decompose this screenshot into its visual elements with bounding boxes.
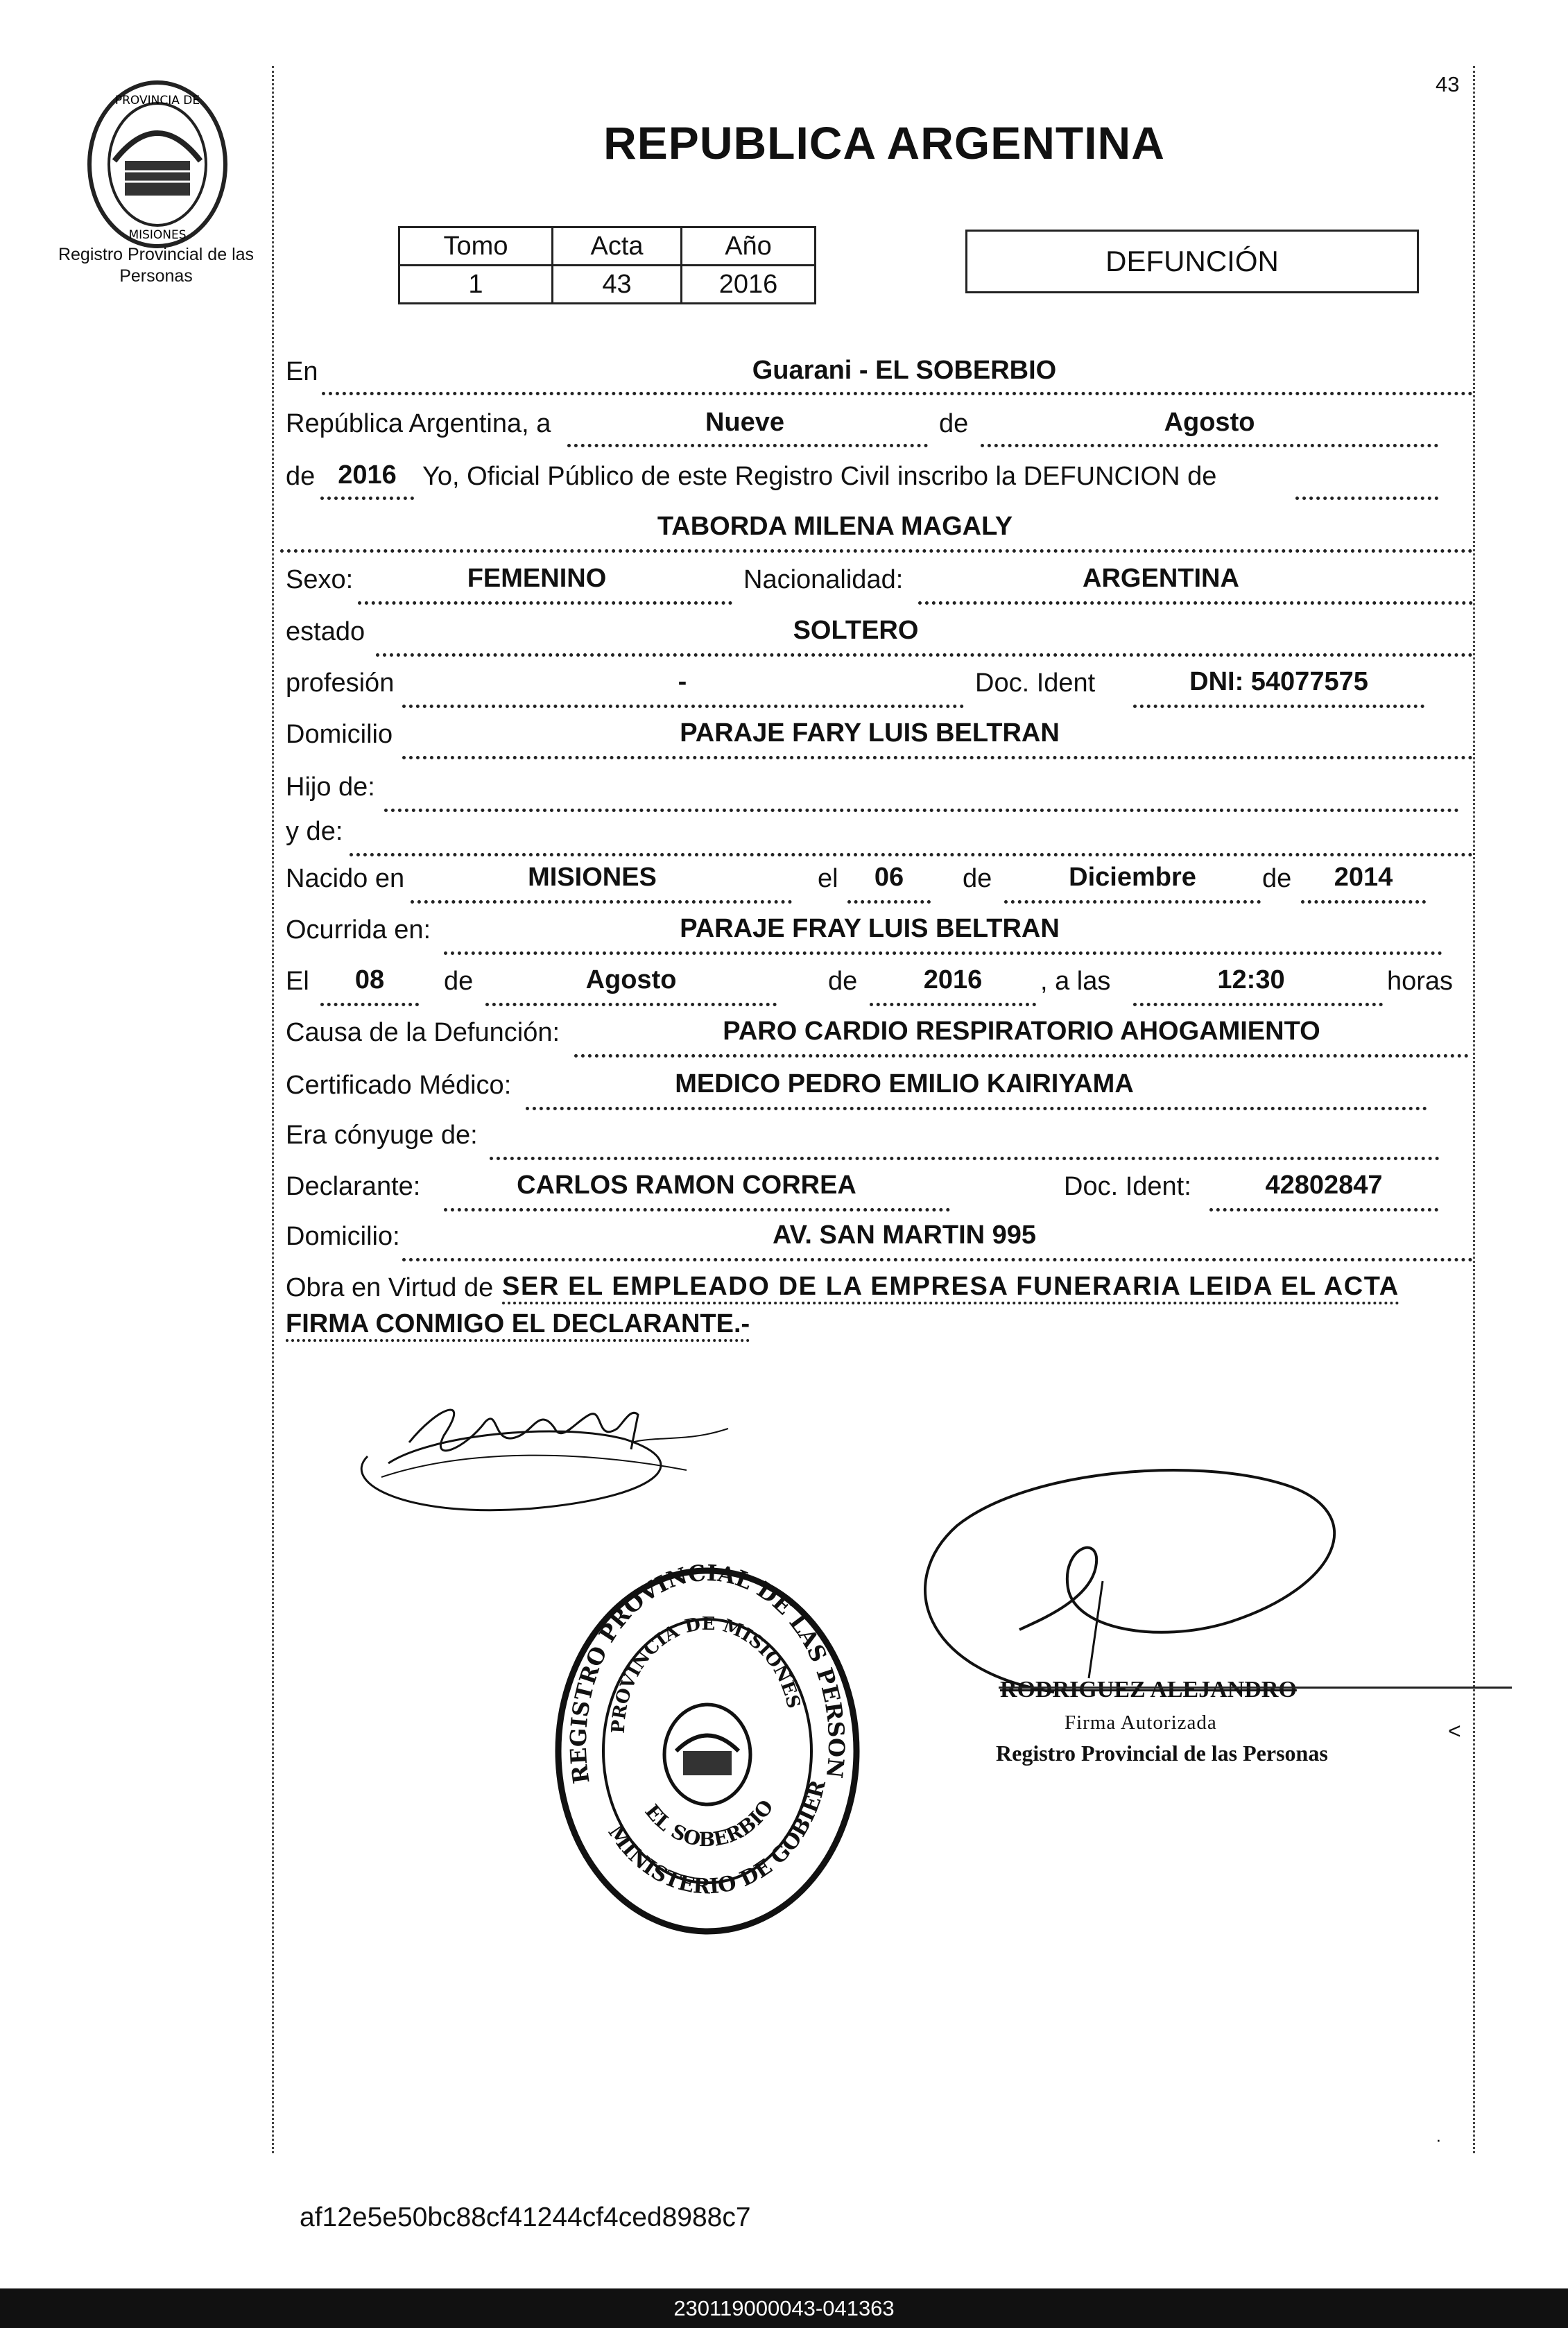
label-de-3: de [963, 864, 992, 893]
label-nacido-en: Nacido en [286, 864, 405, 893]
value-nac-dia: 06 [874, 863, 904, 892]
label-doc-ident-2: Doc. Ident: [1064, 1172, 1191, 1201]
label-nacionalidad: Nacionalidad: [743, 565, 904, 594]
anio-header: Año [682, 227, 816, 266]
margin-dot: · [1436, 2129, 1442, 2150]
line-declarante [280, 1165, 1473, 1216]
value-profesion: - [678, 667, 687, 696]
line-obra-2 [280, 1304, 1473, 1355]
value-nac-mes: Diciembre [1069, 863, 1196, 892]
line-nombre [280, 506, 1473, 558]
label-en: En [286, 357, 318, 386]
label-domicilio: Domicilio [286, 720, 393, 749]
value-mes: Agosto [1164, 408, 1255, 437]
label-inscribo: Yo, Oficial Público de este Registro Civil inscribo la DEFUNCION de [422, 462, 1217, 491]
line-causa [280, 1011, 1473, 1062]
svg-text:MINISTERIO DE GOBIERNO: MINISTERIO DE GOBIER [603, 1777, 832, 1899]
svg-text:PROVINCIA DE: PROVINCIA DE [114, 94, 200, 107]
label-de-5: de [444, 967, 474, 996]
label-doc-ident: Doc. Ident [975, 669, 1096, 698]
line-fecha [280, 402, 1473, 454]
margin-mark: < [1448, 1718, 1461, 1743]
line-estado [280, 610, 1473, 662]
label-a-las: , a las [1040, 967, 1111, 996]
value-def-dia: 08 [354, 965, 385, 994]
label-hijo-de: Hijo de: [286, 773, 375, 802]
official-name: RODRIGUEZ ALEJANDRO [1000, 1677, 1297, 1702]
value-declarante-domicilio: AV. SAN MARTIN 995 [772, 1221, 1037, 1250]
line-y-de [280, 810, 1473, 861]
label-causa: Causa de la Defunción: [286, 1018, 560, 1047]
registry-caption: Registro Provincial de las Personas [58, 245, 255, 286]
label-obra: Obra en Virtud de [286, 1273, 494, 1302]
line-lugar [280, 350, 1473, 402]
line-ocurrida [280, 908, 1473, 960]
value-causa: PARO CARDIO RESPIRATORIO AHOGAMIENTO [723, 1017, 1320, 1046]
label-conyuge: Era cónyuge de: [286, 1121, 478, 1150]
value-obra-2: FIRMA CONMIGO EL DECLARANTE.- [286, 1309, 750, 1342]
value-nombre: TABORDA MILENA MAGALY [657, 512, 1013, 541]
label-domicilio-2: Domicilio: [286, 1222, 400, 1251]
label-certificado: Certificado Médico: [286, 1071, 512, 1100]
line-certificado [280, 1064, 1473, 1115]
label-el-upper: El [286, 967, 309, 996]
label-profesion: profesión [286, 669, 395, 698]
line-hijo-de [280, 766, 1473, 817]
value-nac-anio: 2014 [1334, 863, 1393, 892]
line-domicilio-declarante [280, 1215, 1473, 1266]
line-inscribo [280, 455, 1473, 506]
line-fecha-defuncion [280, 960, 1473, 1011]
label-declarante: Declarante: [286, 1172, 421, 1201]
value-nacionalidad: ARGENTINA [1083, 564, 1239, 593]
line-sexo [280, 558, 1473, 610]
tomo-value: 1 [399, 266, 553, 304]
label-de-4: de [1262, 864, 1292, 893]
svg-text:PROVINCIA DE MISIONES: PROVINCIA DE MISIONES [608, 1613, 804, 1734]
acta-header: Acta [553, 227, 682, 266]
official-underline [999, 1687, 1512, 1689]
value-obra-1: SER EL EMPLEADO DE LA EMPRESA FUNERARIA LEIDA EL ACTA [502, 1272, 1399, 1304]
official-office: Registro Provincial de las Personas [996, 1741, 1328, 1766]
value-lugar: Guarani - EL SOBERBIO [752, 356, 1057, 385]
registry-stamp [548, 1553, 867, 1935]
footer-bar: 230119000043-041363 [0, 2288, 1568, 2328]
value-declarante: CARLOS RAMON CORREA [517, 1171, 856, 1200]
line-nacido [280, 857, 1473, 908]
page-number: 43 [1436, 72, 1460, 96]
province-seal-logo [83, 78, 232, 251]
value-ocurrida-en: PARAJE FRAY LUIS BELTRAN [680, 914, 1060, 943]
label-de: de [939, 409, 969, 438]
value-def-mes: Agosto [585, 965, 677, 994]
label-sexo: Sexo: [286, 565, 354, 594]
value-sexo: FEMENINO [467, 564, 607, 593]
value-anio: 2016 [338, 460, 397, 490]
label-de-2: de [286, 462, 316, 491]
right-margin-line [1473, 66, 1475, 2153]
value-def-anio: 2016 [923, 965, 983, 994]
label-republica: República Argentina, a [286, 409, 551, 438]
value-certificado: MEDICO PEDRO EMILIO KAIRIYAMA [675, 1069, 1134, 1098]
value-dia: Nueve [705, 408, 785, 437]
left-margin-line [272, 66, 274, 2153]
label-estado: estado [286, 617, 365, 646]
value-domicilio: PARAJE FARY LUIS BELTRAN [680, 718, 1060, 748]
svg-text:REGISTRO PROVINCIAL DE LAS PER: REGISTRO PROVINCIAL DE LAS PERSON [565, 1559, 850, 1786]
declarant-signature [326, 1366, 756, 1546]
document-hash: af12e5e50bc88cf41244cf4ced8988c7 [300, 2202, 751, 2232]
line-conyuge [280, 1114, 1473, 1165]
value-declarante-doc: 42802847 [1265, 1171, 1383, 1200]
value-nacido-en: MISIONES [528, 863, 657, 892]
line-profesion [280, 662, 1473, 713]
svg-text:EL SOBERBIO: EL SOBERBIO [640, 1795, 778, 1852]
svg-text:MISIONES: MISIONES [128, 228, 187, 242]
tomo-header: Tomo [399, 227, 553, 266]
document-title: REPUBLICA ARGENTINA [603, 117, 1165, 169]
line-domicilio [280, 713, 1473, 764]
label-el: el [818, 864, 838, 893]
official-role: Firma Autorizada [1065, 1711, 1217, 1734]
value-dni: DNI: 54077575 [1189, 667, 1368, 696]
anio-value: 2016 [682, 266, 816, 304]
label-de-6: de [828, 967, 858, 996]
label-horas: horas [1387, 967, 1454, 996]
acta-value: 43 [553, 266, 682, 304]
registry-table [398, 226, 816, 304]
label-ocurrida-en: Ocurrida en: [286, 915, 431, 945]
value-def-hora: 12:30 [1217, 965, 1285, 994]
official-signature [895, 1442, 1505, 1706]
label-y-de: y de: [286, 817, 343, 846]
record-type-box: DEFUNCIÓN [965, 230, 1419, 293]
value-estado: SOLTERO [793, 616, 919, 645]
